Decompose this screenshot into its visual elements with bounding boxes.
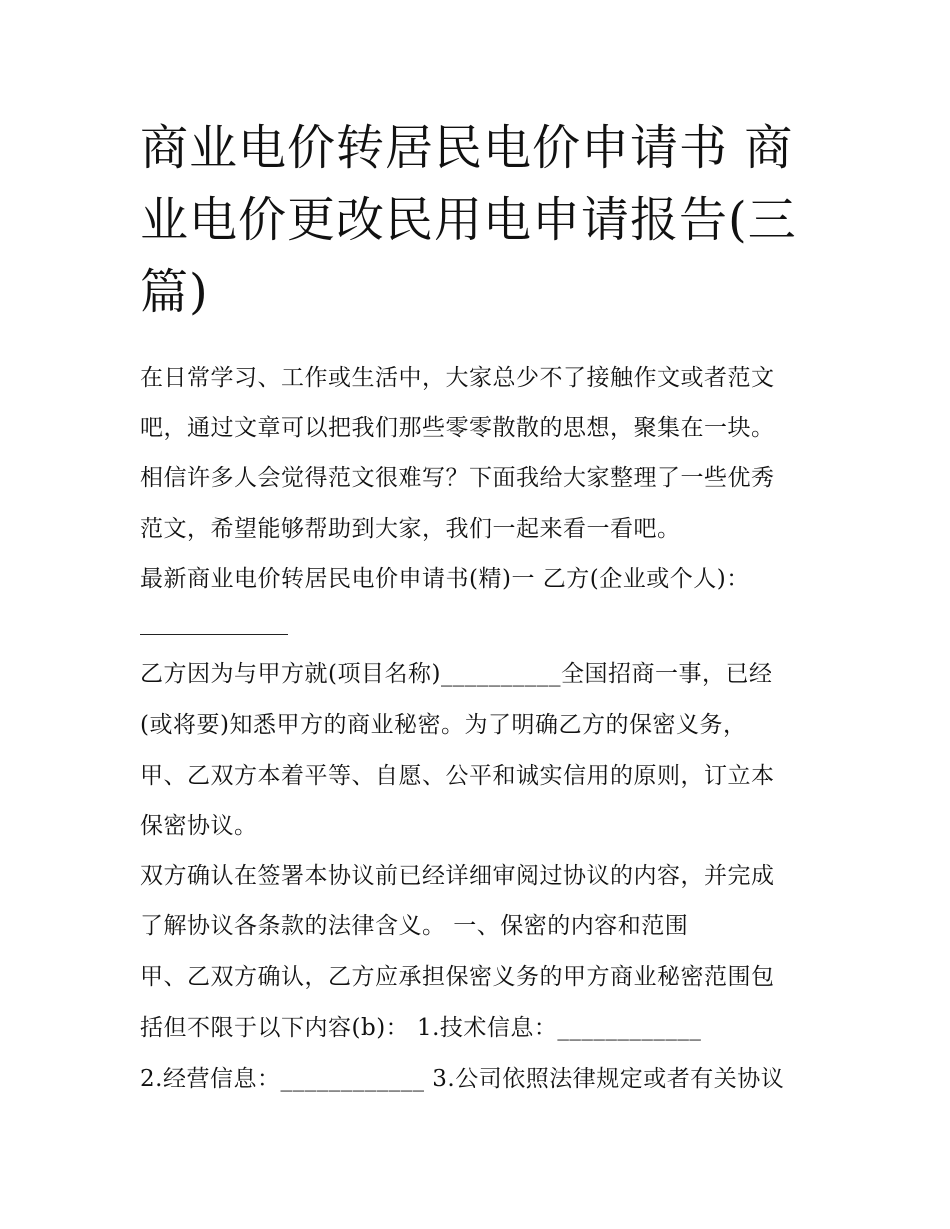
body-line: 乙方因为与甲方就(项目名称)__________全国招商一事，已经 [140, 661, 773, 687]
body-line: 最新商业电价转居民电价申请书(精)一 乙方(企业或个人)： [140, 566, 750, 592]
blank-underline [140, 634, 288, 635]
body-line: 相信许多人会觉得范文很难写？下面我给大家整理了一些优秀 [140, 465, 775, 491]
body-line: 范文，希望能够帮助到大家，我们一起来看一看吧。 [140, 516, 681, 542]
title-line: 商业电价转居民电价申请书 商 [140, 120, 794, 176]
title-line: 业电价更改民用电申请报告(三 [140, 192, 797, 248]
body-line: 双方确认在签署本协议前已经详细审阅过协议的内容，并完成 [140, 863, 775, 889]
body-line: 甲、乙双方本着平等、自愿、公平和诚实信用的原则，订立本 [140, 763, 775, 789]
body-line: 括但不限于以下内容(b)： 1.技术信息：____________ [140, 1015, 702, 1041]
body-line: 在日常学习、工作或生活中，大家总少不了接触作文或者范文 [140, 365, 775, 391]
body-line: 保密协议。 [140, 813, 258, 839]
body-line: 了解协议各条款的法律含义。 一、保密的内容和范围 [140, 913, 689, 939]
title-line: 篇) [140, 264, 209, 320]
document-title [140, 112, 820, 328]
body-line: 甲、乙双方确认，乙方应承担保密义务的甲方商业秘密范围包 [140, 964, 775, 990]
body-line: (或将要)知悉甲方的商业秘密。为了明确乙方的保密义务， [140, 712, 747, 738]
body-line: 2.经营信息：____________ 3.公司依照法律规定或者有关协议 [140, 1066, 785, 1092]
body-line: 吧，通过文章可以把我们那些零零散散的思想，聚集在一块。 [140, 415, 775, 441]
